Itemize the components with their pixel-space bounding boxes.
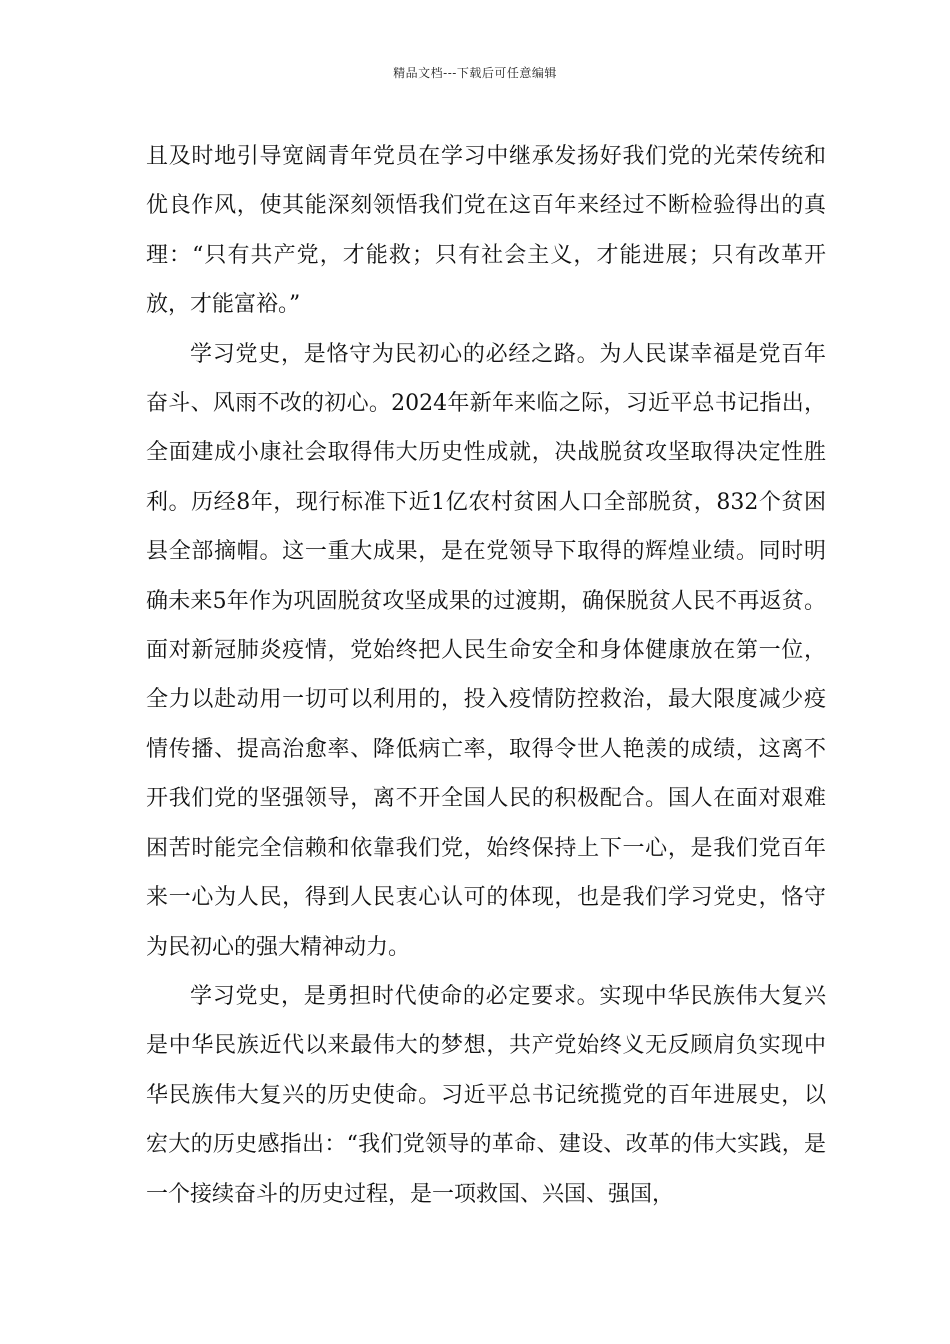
paragraph-1: 且及时地引导宽阔青年党员在学习中继承发扬好我们党的光荣传统和优良作风，使其能深刻领悟我们党在这百年来经过不断检验得出的真理：“只有共产党，才能救；只有社会主义，才能进展；只有改革开放，才能富裕。” [146, 144, 826, 318]
paragraph-3: 学习党史，是勇担时代使命的必定要求。实现中华民族伟大复兴是中华民族近代以来最伟大的梦想，共产党始终义无反顾肩负实现中华民族伟大复兴的历史使命。习近平总书记统揽党的百年进展史，以宏大的历史感指出：“我们党领导的革命、建设、改革的伟大实践，是一个接续奋斗的历史过程，是一项救国、兴国、强国， [146, 983, 826, 1207]
document-body [146, 132, 826, 1219]
page-header: 精品文档---下载后可任意编辑 [393, 66, 557, 80]
paragraph-2: 学习党史，是恪守为民初心的必经之路。为人民谋幸福是党百年奋斗、风雨不改的初心。2024年新年来临之际，习近平总书记指出，全面建成小康社会取得伟大历史性成就，决战脱贫攻坚取得决定性胜利。历经8年，现行标准下近1亿农村贫困人口全部脱贫，832个贫困县全部摘帽。这一重大成果，是在党领导下取得的辉煌业绩。同时明确未来5年作为巩固脱贫攻坚成果的过渡期，确保脱贫人民不再返贫。面对新冠肺炎疫情，党始终把人民生命安全和身体健康放在第一位，全力以赴动用一切可以利用的，投入疫情防控救治，最大限度减少疫情传播、提高治愈率、降低病亡率，取得令世人艳羡的成绩，这离不开我们党的坚强领导，离不开全国人民的积极配合。国人在面对艰难困苦时能完全信赖和依靠我们党，始终保持上下一心，是我们党百年来一心为人民，得到人民衷心认可的体现，也是我们学习党史，恪守为民初心的强大精神动力。 [146, 341, 826, 960]
